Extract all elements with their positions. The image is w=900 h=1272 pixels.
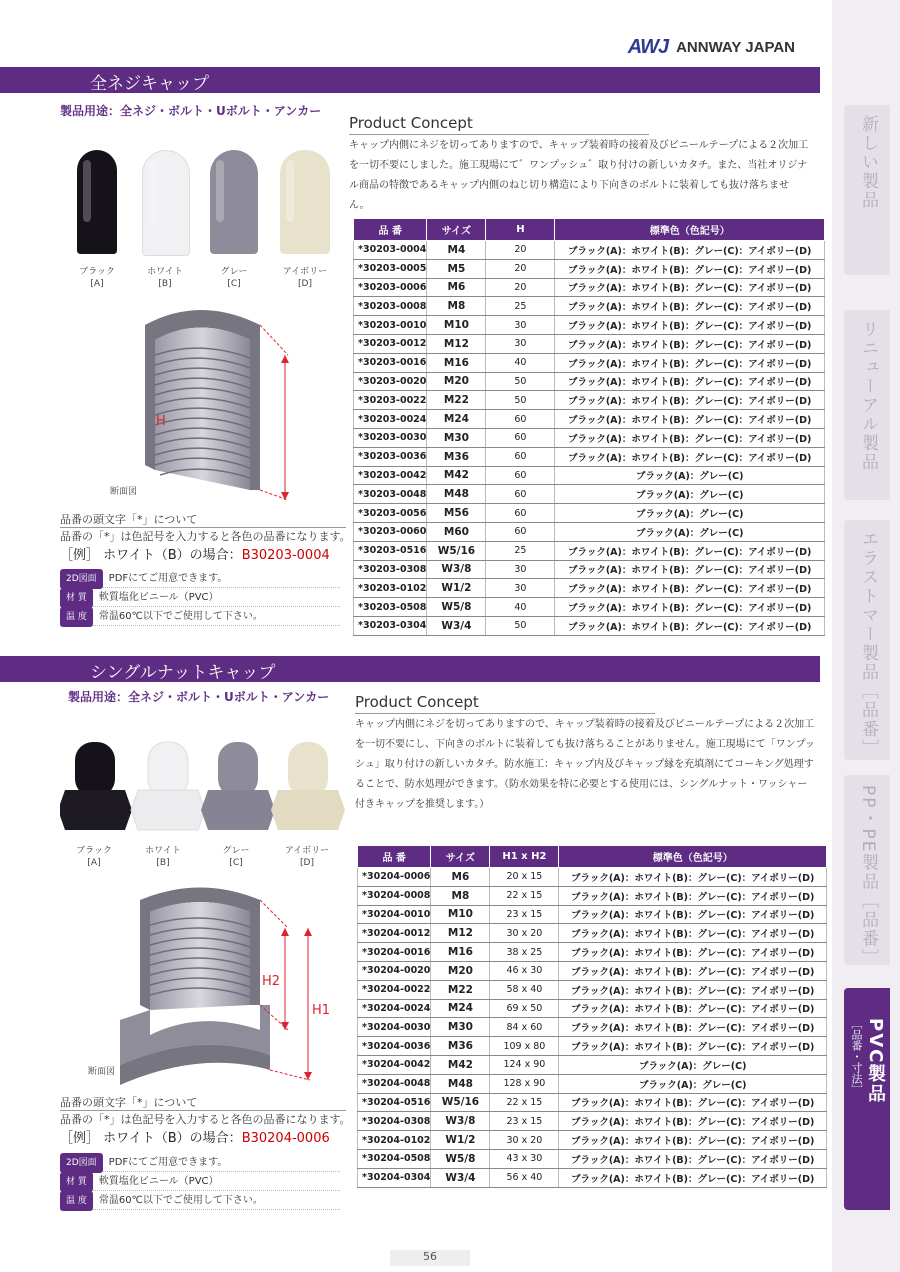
cell-size: M22 (431, 980, 490, 999)
cell-colors: ブラック(A)：グレー(C) (555, 485, 825, 504)
cell-h: 20 x 15 (490, 868, 559, 887)
table-row (358, 924, 827, 943)
section2-spec-table (357, 845, 827, 1188)
table-row (358, 1112, 827, 1131)
cell-colors: ブラック(A)：ホワイト(B)：グレー(C)：アイボリー(D) (555, 428, 825, 447)
table-row (354, 560, 825, 579)
cell-colors: ブラック(A)：ホワイト(B)：グレー(C)：アイボリー(D) (559, 1131, 827, 1150)
table-row (358, 1149, 827, 1168)
cell-h: 128 x 90 (490, 1074, 559, 1093)
cell-code: *30203-0006 (354, 278, 427, 297)
cell-size: M30 (431, 1018, 490, 1037)
section2-concept-text: キャップ内側にネジを切ってありますので、キャップ装着時の接着及びビニールテープによる２次加工を一切不要にし、下向きのボルトに装着しても抜け落ちることがありません。施工現場にて「ワンプッシュ」取り付けの新しいカタチ。防水施工：キャップ内及びキャップ縁を充填剤にてコーキング処理することで、防水処理ができます。（防水効果を特に必要とする使用には、シングルナット・ワッシャー付きキャップを推奨します。） (355, 719, 815, 810)
section2-dim-h2: H2 (262, 974, 281, 989)
table-row (358, 1093, 827, 1112)
table-row (354, 428, 825, 447)
cell-h: 22 x 15 (490, 886, 559, 905)
table-row (354, 579, 825, 598)
cell-code: *30203-0024 (354, 410, 427, 429)
table-row (354, 316, 825, 335)
col-header-colors: 標準色（色記号） (559, 846, 827, 868)
cell-h: 20 (486, 259, 555, 278)
table-row (354, 391, 825, 410)
cell-h: 20 (486, 241, 555, 260)
cell-size: M10 (431, 905, 490, 924)
tab-pvc-products[interactable]: PVC製品 ［品番・寸法］ (844, 988, 890, 1210)
cell-h: 22 x 15 (490, 1093, 559, 1112)
section1-title: 全ネジキャップ (90, 74, 209, 94)
cell-size: M36 (427, 447, 486, 466)
color-label-black: ブラック [A] (79, 267, 115, 289)
color-label-gray: グレー [C] (220, 267, 248, 289)
cell-size: W3/4 (427, 616, 486, 635)
table-row (354, 504, 825, 523)
cell-h: 50 (486, 372, 555, 391)
table-row (354, 522, 825, 541)
section2-prefix-text: 品番の「*」は色記号を入力すると各色の品番になります。 (60, 1113, 351, 1126)
spec-drawing: 2D図面 PDFにてご用意できます。 (60, 569, 340, 588)
cell-colors: ブラック(A)：ホワイト(B)：グレー(C)：アイボリー(D) (555, 598, 825, 617)
cell-colors: ブラック(A)：ホワイト(B)：グレー(C)：アイボリー(D) (559, 924, 827, 943)
cell-h: 69 x 50 (490, 999, 559, 1018)
nutcap-ivory (271, 742, 345, 830)
table-row (354, 278, 825, 297)
cell-code: *30203-0030 (354, 428, 427, 447)
tab-new-products[interactable]: 新しい製品 (844, 105, 890, 275)
cap-gray (210, 150, 258, 254)
cell-h: 84 x 60 (490, 1018, 559, 1037)
cell-h: 25 (486, 297, 555, 316)
table-row (358, 905, 827, 924)
cell-code: *30203-0005 (354, 259, 427, 278)
cell-code: *30203-0008 (354, 297, 427, 316)
section1-example-code: B30203-0004 (241, 548, 330, 563)
table-row (354, 466, 825, 485)
col-header-h: H (486, 219, 555, 241)
table-header-row (358, 846, 827, 868)
cell-h: 50 (486, 616, 555, 635)
cell-size: M8 (431, 886, 490, 905)
cell-code: *30203-0004 (354, 241, 427, 260)
cell-code: *30204-0036 (358, 1037, 431, 1056)
section2-cross-section-diagram (110, 880, 330, 1095)
table-row (358, 886, 827, 905)
cell-h: 40 (486, 353, 555, 372)
cell-code: *30204-0024 (358, 999, 431, 1018)
cell-size: W5/16 (431, 1093, 490, 1112)
cap-ivory (280, 150, 330, 254)
cell-code: *30203-0036 (354, 447, 427, 466)
cell-h: 23 x 15 (490, 1112, 559, 1131)
cell-code: *30203-0022 (354, 391, 427, 410)
cell-size: M12 (427, 334, 486, 353)
cell-size: W1/2 (427, 579, 486, 598)
color-label-ivory: アイボリー [D] (282, 267, 328, 289)
table-row (358, 980, 827, 999)
cell-size: M60 (427, 522, 486, 541)
cell-h: 60 (486, 447, 555, 466)
cell-code: *30204-0508 (358, 1149, 431, 1168)
cell-code: *30204-0042 (358, 1055, 431, 1074)
cell-size: M20 (427, 372, 486, 391)
section2-example: ［例］ ホワイト（B）の場合：B30204-0006 (60, 1131, 330, 1146)
cell-code: *30204-0308 (358, 1112, 431, 1131)
cell-h: 56 x 40 (490, 1168, 559, 1187)
cell-code: *30204-0304 (358, 1168, 431, 1187)
cell-size: M48 (431, 1074, 490, 1093)
table-row (354, 353, 825, 372)
cell-size: W5/8 (431, 1149, 490, 1168)
cell-colors: ブラック(A)：ホワイト(B)：グレー(C)：アイボリー(D) (559, 1149, 827, 1168)
table-row (354, 259, 825, 278)
cell-h: 30 (486, 560, 555, 579)
table-header-row (354, 219, 825, 241)
cell-h: 60 (486, 504, 555, 523)
spec-material: 材 質 軟質塩化ビニール（PVC） (60, 588, 340, 607)
table-row (358, 1131, 827, 1150)
section1-prefix-text: 品番の「*」は色記号を入力すると各色の品番になります。 (60, 530, 351, 543)
section1-header (0, 67, 820, 93)
section2-diagram-caption: 断面図 (88, 1067, 116, 1077)
cell-h: 30 x 20 (490, 924, 559, 943)
cell-colors: ブラック(A)：ホワイト(B)：グレー(C)：アイボリー(D) (559, 1018, 827, 1037)
cell-colors: ブラック(A)：ホワイト(B)：グレー(C)：アイボリー(D) (559, 961, 827, 980)
cell-h: 46 x 30 (490, 961, 559, 980)
cell-colors: ブラック(A)：ホワイト(B)：グレー(C)：アイボリー(D) (555, 372, 825, 391)
cell-code: *30204-0008 (358, 886, 431, 905)
cell-code: *30203-0048 (354, 485, 427, 504)
table-row (354, 541, 825, 560)
cell-h: 124 x 90 (490, 1055, 559, 1074)
cell-size: W3/8 (427, 560, 486, 579)
cell-size: M12 (431, 924, 490, 943)
brand-name: ANNWAY JAPAN (676, 39, 795, 56)
cell-code: *30203-0508 (354, 598, 427, 617)
cell-size: M48 (427, 485, 486, 504)
cell-colors: ブラック(A)：ホワイト(B)：グレー(C)：アイボリー(D) (559, 1037, 827, 1056)
cell-code: *30204-0030 (358, 1018, 431, 1037)
cell-size: M42 (431, 1055, 490, 1074)
cell-colors: ブラック(A)：ホワイト(B)：グレー(C)：アイボリー(D) (559, 905, 827, 924)
cell-colors: ブラック(A)：ホワイト(B)：グレー(C)：アイボリー(D) (559, 1168, 827, 1187)
section1-concept-text: キャップ内側にネジを切ってありますので、キャップ装着時の接着及びビニールテープによる２次加工を一切不要にしました。施工現場にて゛ワンプッシュ゛取り付けの新しいカタチ。また、当社オリジナル商品の特徴であるキャップ内側のねじ切り構造により下向きのボルトに装着しても抜け落ちません。 (349, 140, 809, 211)
cell-code: *30204-0006 (358, 868, 431, 887)
cell-size: M24 (427, 410, 486, 429)
cell-colors: ブラック(A)：ホワイト(B)：グレー(C)：アイボリー(D) (555, 259, 825, 278)
section2-usage: 製品用途：全ネジ・ボルト・Uボルト・アンカー (68, 690, 330, 704)
table-row (358, 1018, 827, 1037)
cell-h: 60 (486, 410, 555, 429)
col-header-h1h2: H1 x H2 (490, 846, 559, 868)
cell-colors: ブラック(A)：ホワイト(B)：グレー(C)：アイボリー(D) (555, 334, 825, 353)
cell-colors: ブラック(A)：ホワイト(B)：グレー(C)：アイボリー(D) (555, 278, 825, 297)
cell-code: *30204-0020 (358, 961, 431, 980)
cell-colors: ブラック(A)：ホワイト(B)：グレー(C)：アイボリー(D) (559, 943, 827, 962)
cell-colors: ブラック(A)：ホワイト(B)：グレー(C)：アイボリー(D) (555, 353, 825, 372)
cell-size: W1/2 (431, 1131, 490, 1150)
table-row (354, 447, 825, 466)
cell-colors: ブラック(A)：ホワイト(B)：グレー(C)：アイボリー(D) (555, 616, 825, 635)
cell-h: 30 (486, 316, 555, 335)
table-row (354, 598, 825, 617)
spec-temperature: 温 度 常温60℃以下でご使用して下さい。 (60, 1191, 340, 1210)
cell-h: 38 x 25 (490, 943, 559, 962)
cell-size: M6 (431, 868, 490, 887)
cell-colors: ブラック(A)：ホワイト(B)：グレー(C)：アイボリー(D) (555, 297, 825, 316)
cell-colors: ブラック(A)：ホワイト(B)：グレー(C)：アイボリー(D) (559, 1093, 827, 1112)
section2-color-swatches (60, 740, 350, 840)
cell-code: *30203-0102 (354, 579, 427, 598)
cell-h: 60 (486, 485, 555, 504)
cell-colors: ブラック(A)：ホワイト(B)：グレー(C)：アイボリー(D) (555, 541, 825, 560)
side-tabs (832, 0, 900, 1272)
cap-black (77, 150, 117, 254)
cell-h: 30 (486, 579, 555, 598)
table-row (354, 485, 825, 504)
section2-dim-h1: H1 (312, 1003, 331, 1018)
cell-code: *30204-0102 (358, 1131, 431, 1150)
table-row (358, 1074, 827, 1093)
cell-code: *30204-0022 (358, 980, 431, 999)
cell-size: M56 (427, 504, 486, 523)
section2-title: シングルナットキャップ (90, 663, 276, 683)
cell-code: *30204-0012 (358, 924, 431, 943)
cell-h: 23 x 15 (490, 905, 559, 924)
cell-h: 109 x 80 (490, 1037, 559, 1056)
section1-example: ［例］ ホワイト（B）の場合：B30203-0004 (60, 548, 330, 563)
cell-colors: ブラック(A)：グレー(C) (555, 504, 825, 523)
cell-colors: ブラック(A)：ホワイト(B)：グレー(C)：アイボリー(D) (559, 980, 827, 999)
cell-code: *30203-0056 (354, 504, 427, 523)
cell-colors: ブラック(A)：ホワイト(B)：グレー(C)：アイボリー(D) (559, 886, 827, 905)
col-header-size: サイズ (431, 846, 490, 868)
cell-code: *30203-0060 (354, 522, 427, 541)
cell-size: M24 (431, 999, 490, 1018)
section1-concept-title: Product Concept (349, 114, 649, 135)
nutcap-black (60, 742, 132, 830)
cell-code: *30203-0304 (354, 616, 427, 635)
cell-colors: ブラック(A)：グレー(C) (559, 1055, 827, 1074)
section2-header (0, 656, 820, 682)
brand-mark: AWJ (627, 36, 669, 58)
color-label-black-2: ブラック [A] (76, 846, 112, 868)
cell-code: *30203-0042 (354, 466, 427, 485)
cap-white (142, 150, 190, 256)
color-label-white-2: ホワイト [B] (145, 846, 181, 868)
cell-colors: ブラック(A)：ホワイト(B)：グレー(C)：アイボリー(D) (555, 560, 825, 579)
cell-h: 30 x 20 (490, 1131, 559, 1150)
cell-colors: ブラック(A)：ホワイト(B)：グレー(C)：アイボリー(D) (555, 579, 825, 598)
nutcap-gray (201, 742, 275, 830)
tab-renewal-products[interactable]: リニューアル製品 (844, 310, 890, 500)
section1-diagram-caption: 断面図 (110, 487, 138, 497)
cell-h: 43 x 30 (490, 1149, 559, 1168)
cell-h: 60 (486, 428, 555, 447)
cell-h: 40 (486, 598, 555, 617)
cell-code: *30203-0020 (354, 372, 427, 391)
cell-colors: ブラック(A)：ホワイト(B)：グレー(C)：アイボリー(D) (555, 410, 825, 429)
col-header-code: 品 番 (358, 846, 431, 868)
section1-dim-h: H (156, 414, 166, 429)
cell-code: *30204-0516 (358, 1093, 431, 1112)
col-header-code: 品 番 (354, 219, 427, 241)
cell-code: *30204-0048 (358, 1074, 431, 1093)
table-row (354, 334, 825, 353)
cell-size: M10 (427, 316, 486, 335)
cell-h: 58 x 40 (490, 980, 559, 999)
table-row (354, 372, 825, 391)
cell-colors: ブラック(A)：ホワイト(B)：グレー(C)：アイボリー(D) (555, 241, 825, 260)
cell-size: M16 (431, 943, 490, 962)
tab-pp-pe-products[interactable]: PP・PE製品［品番］ (844, 775, 890, 965)
brand-logo (628, 36, 795, 59)
color-label-white: ホワイト [B] (147, 267, 183, 289)
page-number: 56 (390, 1250, 470, 1266)
cell-code: *30203-0516 (354, 541, 427, 560)
cell-code: *30204-0010 (358, 905, 431, 924)
section2-concept-title: Product Concept (355, 693, 655, 714)
cell-size: M36 (431, 1037, 490, 1056)
cell-colors: ブラック(A)：ホワイト(B)：グレー(C)：アイボリー(D) (559, 868, 827, 887)
cell-size: W5/8 (427, 598, 486, 617)
cell-h: 30 (486, 334, 555, 353)
cell-colors: ブラック(A)：ホワイト(B)：グレー(C)：アイボリー(D) (555, 447, 825, 466)
table-row (358, 961, 827, 980)
cell-colors: ブラック(A)：ホワイト(B)：グレー(C)：アイボリー(D) (559, 1112, 827, 1131)
section2-prefix-title: 品番の頭文字「*」について (60, 1094, 346, 1111)
table-row (358, 999, 827, 1018)
table-row (354, 616, 825, 635)
cell-colors: ブラック(A)：グレー(C) (555, 466, 825, 485)
section1-usage: 製品用途：全ネジ・ボルト・Uボルト・アンカー (60, 104, 322, 118)
cell-size: W3/8 (431, 1112, 490, 1131)
table-row (358, 1055, 827, 1074)
color-label-ivory-2: アイボリー [D] (284, 846, 330, 868)
col-header-size: サイズ (427, 219, 486, 241)
cell-size: M5 (427, 259, 486, 278)
cell-size: M6 (427, 278, 486, 297)
cell-colors: ブラック(A)：ホワイト(B)：グレー(C)：アイボリー(D) (555, 391, 825, 410)
cell-size: M8 (427, 297, 486, 316)
spec-temperature: 温 度 常温60℃以下でご使用して下さい。 (60, 607, 340, 626)
cell-size: M42 (427, 466, 486, 485)
cell-size: M30 (427, 428, 486, 447)
table-row (358, 868, 827, 887)
table-row (358, 1168, 827, 1187)
section1-prefix-title: 品番の頭文字「*」について (60, 511, 346, 528)
section2-specs (60, 1153, 340, 1210)
cell-colors: ブラック(A)：グレー(C) (559, 1074, 827, 1093)
cell-size: M16 (427, 353, 486, 372)
cell-h: 60 (486, 522, 555, 541)
table-row (358, 943, 827, 962)
section2-example-code: B30204-0006 (241, 1131, 330, 1146)
cell-size: M20 (431, 961, 490, 980)
table-row (354, 410, 825, 429)
tab-elastomer-products[interactable]: エラストマー製品［品番］ (844, 520, 890, 760)
section1-cross-section-diagram (110, 300, 310, 505)
color-label-gray-2: グレー [C] (222, 846, 250, 868)
section1-spec-table (353, 218, 825, 636)
cell-colors: ブラック(A)：ホワイト(B)：グレー(C)：アイボリー(D) (555, 316, 825, 335)
cell-h: 20 (486, 278, 555, 297)
cell-h: 25 (486, 541, 555, 560)
spec-material: 材 質 軟質塩化ビニール（PVC） (60, 1172, 340, 1191)
cell-code: *30204-0016 (358, 943, 431, 962)
cell-colors: ブラック(A)：ホワイト(B)：グレー(C)：アイボリー(D) (559, 999, 827, 1018)
cell-size: W3/4 (431, 1168, 490, 1187)
cell-size: M22 (427, 391, 486, 410)
cell-colors: ブラック(A)：グレー(C) (555, 522, 825, 541)
table-row (354, 241, 825, 260)
cell-h: 60 (486, 466, 555, 485)
cell-h: 50 (486, 391, 555, 410)
section1-specs (60, 569, 340, 626)
cell-code: *30203-0308 (354, 560, 427, 579)
cell-size: M4 (427, 241, 486, 260)
cell-code: *30203-0016 (354, 353, 427, 372)
cell-code: *30203-0012 (354, 334, 427, 353)
spec-drawing: 2D図面 PDFにてご用意できます。 (60, 1153, 340, 1172)
cell-code: *30203-0010 (354, 316, 427, 335)
nutcap-white (131, 742, 205, 830)
table-row (354, 297, 825, 316)
table-row (358, 1037, 827, 1056)
col-header-colors: 標準色（色記号） (555, 219, 825, 241)
cell-size: W5/16 (427, 541, 486, 560)
